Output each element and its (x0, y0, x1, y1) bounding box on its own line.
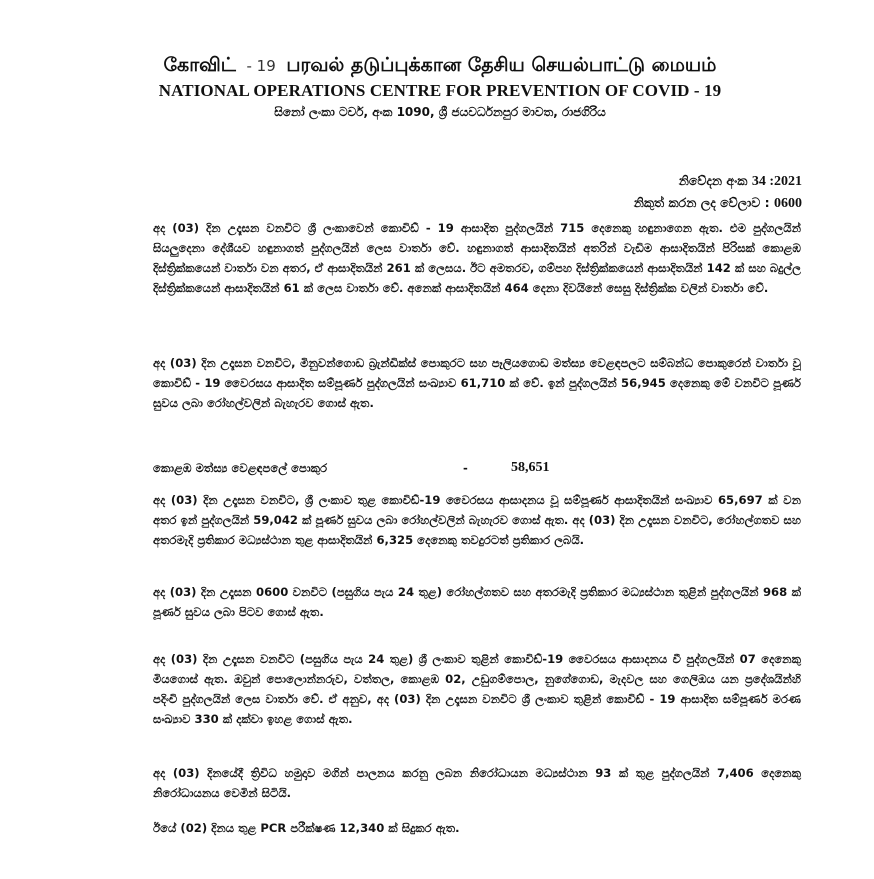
release-meta (634, 170, 802, 214)
release-time-label: නිකුත් කරන ලද වේලාව : (633, 195, 770, 210)
fish-market-cluster-row (153, 458, 653, 478)
letterhead (120, 52, 760, 121)
fish-market-cluster-dash: - (463, 461, 468, 475)
paragraph-quarantine: අද (03) දිනයේදී ත්‍රිවිධ හමුදාව මගින් පාලනය කරනු ලබන නිරෝධායන මධ්‍යස්ථාන 93 ක් තුළ පුද්ගලයින් 7,406 දෙනෙකු නිරෝධායනය වෙමින් සිටියි. (153, 766, 801, 800)
paragraph-total-cases: අද (03) දින උදෑසන වනවිට, ශ්‍රී ලංකාව තුළ කොවිඩ්-19 වෛරසය ආසාදනය වූ සම්පූර්ණ ආසාදිතයින් සංඛ්‍යාව 65,697 ක් වන අතර ඉන් පුද්ගලයින් 59,042 ක් පූර්ණ සුවය ලබා රෝහල්වලින් බැහැරව ගොස් ඇත. අද (03) දින උදෑසන වනවිට, රෝහල්ගතව සහ අතරමැදි ප්‍රතිකාර මධ්‍යස්ථාන තුළ ආසාදිතයින් 6,325 දෙනෙකු තවදුරටත් ප්‍රතිකාර ලබයි. (153, 493, 801, 547)
fish-market-cluster-value: 58,651 (511, 460, 550, 475)
title-tamil-part-b: பரவல் தடுப்புக்கான தேசிய செயல்பாட்டு மையம் (286, 54, 717, 76)
title-tamil-number: - 19 (246, 57, 276, 75)
release-time-line (634, 192, 802, 214)
paragraph-deaths: අද (03) දින උදෑසන වනවිට (පසුගිය පැය 24 තුළ) ශ්‍රී ලංකාව තුළින් කොවිඩ්-19 වෛරසය ආසාදනය වී පුද්ගලයින් 07 දෙනෙකු මියගොස් ඇත. ඔවුන් පොලොන්නරුව, වත්තල, කොළඹ 02, උඩුගම්පොල, නුගේගොඩ, මැදවල සහ ගෙලිඔය යන ප්‍රදේශයින්හි පදිංචි පුද්ගලයින් ලෙස වාර්තා වේ. ඒ අනුව, අද (03) දින උදෑසන වනවිට ශ්‍රී ලංකාව තුළින් කොවිඩ් - 19 ආසාදිත සම්පූර්ණ මරණ සංඛ්‍යාව 330 ක් දක්වා ඉහළ ගොස් ඇත. (153, 652, 801, 726)
address-line: සිනෝ ලංකා ටවර්, අංක 1090, ශ්‍රී ජයවර්ධනපුර මාවත, රාජගිරිය (274, 105, 606, 119)
title-english: NATIONAL OPERATIONS CENTRE FOR PREVENTION OF COVID - 19 (158, 81, 722, 100)
paragraph-cluster: අද (03) දින උදෑසන වනවිට, මිනුවන්ගොඩ බ්‍රැන්ඩික්ස් පොකුරට සහ පෑලියගොඩ මත්ස්‍ය වෙළඳපලට සම්බන්ධ පොකුරෙන් වාර්තා වූ කොවිඩ් - 19 වෛරසය ආසාදිත සම්පූර්ණ පුද්ගලයින් සංඛ්‍යාව 61,710 ක් වේ. ඉන් පුද්ගලයින් 56,945 දෙනෙකු මේ වනවිට පූර්ණ සුවය ලබා රෝහල්වලින් බැහැරව ගොස් ඇත. (153, 356, 801, 410)
title-tamil (120, 52, 760, 79)
paragraph-new-cases: අද (03) දින උදෑසන වනවිට ශ්‍රී ලංකාවෙන් කොවිඩ් - 19 ආසාදිත පුද්ගලයින් 715 දෙනෙකු හඳුනාගෙන ඇත. එම පුද්ගලයින් සියලුදෙනා දේශීයව හඳුනාගත් පුද්ගලයින් ලෙස වාර්තා වේ. හඳුනාගත් ආසාදිතයින් අතරින් වැඩිම ආසාදිතයින් පිරිසක් කොළඹ දිස්ත්‍රික්කයෙන් වාර්තා වන අතර, ඒ ආසාදිතයින් 261 ක් ලෙසය. ඊට අමතරව, ගම්පහ දිස්ත්‍රික්කයෙන් ආසාදිතයින් 142 ක් සහ බදුල්ල දිස්ත්‍රික්කයෙන් ආසාදිතයින් 61 ක් ලෙස වාර්තා වේ. අනෙක් ආසාදිතයින් 464 දෙනා දිවයිනේ සෙසු දිස්ත්‍රික්ක වලින් වාර්තා වේ. (153, 221, 801, 295)
title-tamil-part-a: கோவிட் (163, 54, 236, 76)
release-number-line (634, 170, 802, 192)
release-time-value: 0600 (774, 196, 802, 211)
paragraph-pcr-tests: ඊයේ (02) දිනය තුළ PCR පරීක්ෂණ 12,340 ක් සිදුකර ඇත. (153, 821, 460, 835)
release-number-value: 34 :2021 (751, 174, 802, 189)
release-number-label: නිවේදන අංක (678, 173, 748, 188)
fish-market-cluster-label: කොළඹ මත්ස්‍ය වෙළඳපලේ පොකුර (153, 461, 328, 475)
paragraph-recoveries: අද (03) දින උදෑසන 0600 වනවිට (පසුගිය පැය 24 තුළ) රෝහල්ගතව සහ අතරමැදි ප්‍රතිකාර මධ්‍යස්ථාන තුළින් පුද්ගලයින් 968 ක් පූර්ණ සුවය ලබා පිටව ගොස් ඇත. (153, 585, 801, 619)
